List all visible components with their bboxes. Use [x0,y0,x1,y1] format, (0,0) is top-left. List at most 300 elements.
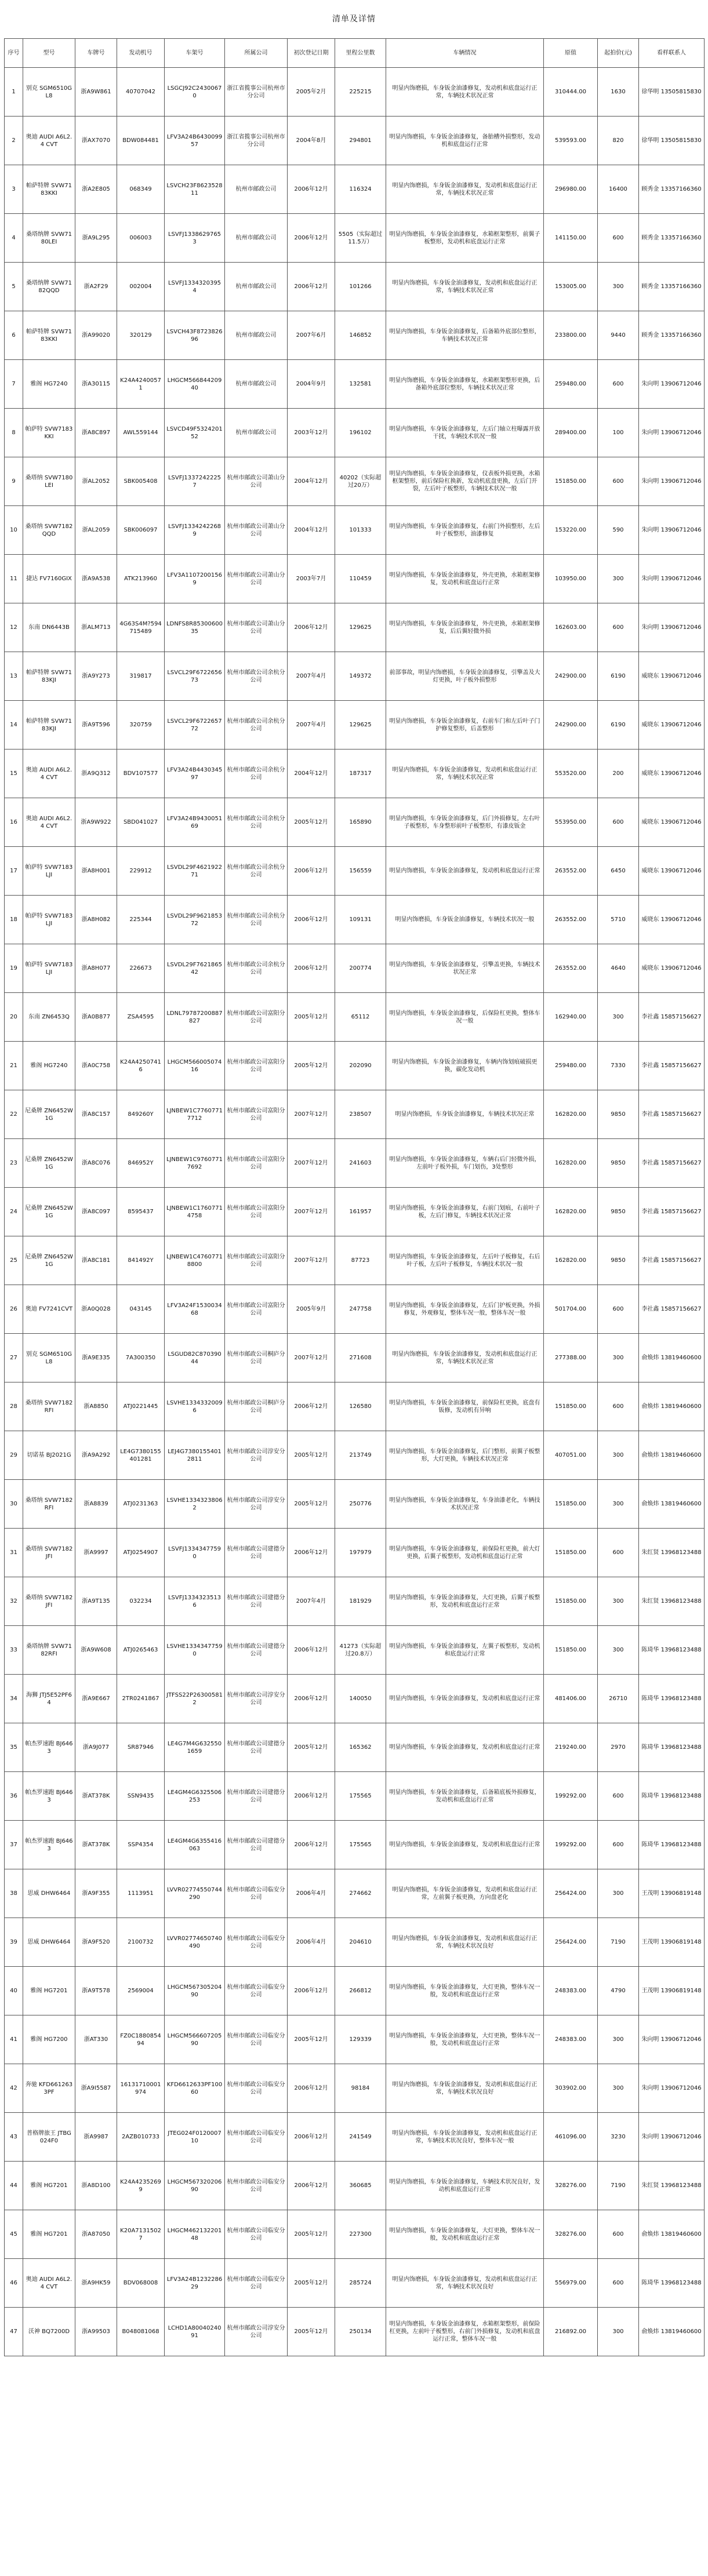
cell-original-value: 277388.00 [544,1334,598,1382]
cell-model: 帕杰罗速跑 BJ6463 [23,1772,75,1821]
cell-contact: 俞焕炜 13819460600 [639,1431,705,1480]
cell-contact: 俞焕炜 13819460600 [639,1334,705,1382]
cell-original-value: 556979.00 [544,2259,598,2308]
cell-register-date: 2007年6月 [288,311,335,360]
cell-model: 桑塔纳 SVW7182RFI [23,1382,75,1431]
cell-condition: 明显内饰磨损，车身钣金油漆修复，车辆技术状况正常 [386,1090,544,1139]
cell-register-date: 2006年12月 [288,603,335,652]
cell-original-value: 263552.00 [544,896,598,944]
cell-contact: 朱向明 13906712046 [639,360,705,409]
cell-model: 别克 SGM6510GL8 [23,1334,75,1382]
cell-contact: 俞焕炜 13819460600 [639,1382,705,1431]
cell-contact: 俞焕炜 13819460600 [639,2308,705,2356]
cell-plate: 浙AL2059 [75,506,117,555]
cell-vin: LSVFJ13386297653 [165,214,225,263]
cell-model: 雅阁 HG7200 [23,2015,75,2064]
cell-condition: 明显内饰磨损，车身钣金油漆修复，发动机和底盘运行正常 [386,1675,544,1723]
cell-engine-no: 1113951 [117,1869,165,1918]
cell-vin: LE4GM4G6355416063 [165,1821,225,1869]
cell-register-date: 2005年12月 [288,798,335,847]
cell-plate: 浙AX7070 [75,117,117,165]
cell-original-value: 162940.00 [544,993,598,1042]
cell-register-date: 2005年12月 [288,993,335,1042]
cell-vin: LDNL79787200887827 [165,993,225,1042]
cell-engine-no: 2100732 [117,1918,165,1967]
cell-condition: 明显内饰磨损，车身钣金油漆修复，发动机和底盘运行正常，车辆技术状况良好，整体车况一般 [386,2113,544,2162]
cell-company: 杭州市邮政公司建德分公司 [225,1821,288,1869]
cell-vin: LSVHE13343477590 [165,1626,225,1675]
cell-vin: LEJ4G73801554012811 [165,1431,225,1480]
cell-contact: 俞焕炜 13819460600 [639,1480,705,1529]
cell-vin: LSVFJ13343235136 [165,1577,225,1626]
cell-index: 33 [5,1626,23,1675]
table-row [5,1821,705,1869]
cell-plate: 浙A9J077 [75,1723,117,1772]
cell-contact: 朱向明 13906712046 [639,2064,705,2113]
table-row [5,652,705,701]
cell-contact: 李社鑫 15857156627 [639,993,705,1042]
cell-engine-no: K20A71315027 [117,2210,165,2259]
cell-index: 16 [5,798,23,847]
cell-company: 杭州市邮政公司临安分公司 [225,2113,288,2162]
cell-mileage: 274662 [335,1869,386,1918]
cell-model: 沃神 BQ7200D [23,2308,75,2356]
cell-mileage: 101266 [335,263,386,311]
cell-condition: 明显内饰磨损，车身钣金油漆修复，发动机和底盘运行正常，车辆技术状况正常 [386,165,544,214]
cell-company: 杭州市邮政公司临安分公司 [225,2162,288,2210]
cell-model: 普格牌旅王 JTBG024F0 [23,2113,75,2162]
table-row [5,2162,705,2210]
cell-vin: LSVDL29F762186542 [165,944,225,993]
cell-condition: 明显内饰磨损，车身钣金油漆修复，大灯更换，整体车况一般，发动机和底盘运行正常 [386,2210,544,2259]
cell-index: 26 [5,1285,23,1334]
cell-start-price: 4640 [598,944,639,993]
cell-company: 杭州市邮政公司萧山分公司 [225,457,288,506]
cell-register-date: 2004年9月 [288,360,335,409]
cell-mileage: 247758 [335,1285,386,1334]
cell-original-value: 501704.00 [544,1285,598,1334]
cell-register-date: 2006年4月 [288,1918,335,1967]
cell-engine-no: 002004 [117,263,165,311]
cell-model: 雅阁 HG7201 [23,2162,75,2210]
cell-register-date: 2006年12月 [288,896,335,944]
cell-model: 雅阁 HG7240 [23,1042,75,1090]
cell-company: 杭州市邮政公司建德分公司 [225,1626,288,1675]
cell-mileage: 156559 [335,847,386,896]
cell-contact: 威晓东 13906712046 [639,896,705,944]
cell-register-date: 2006年12月 [288,1772,335,1821]
table-row [5,2064,705,2113]
cell-register-date: 2007年12月 [288,1236,335,1285]
cell-vin: LFV3A24B943005169 [165,798,225,847]
cell-register-date: 2007年12月 [288,1090,335,1139]
table-row [5,1967,705,2015]
cell-engine-no: 16131710001974 [117,2064,165,2113]
cell-company: 杭州市邮政公司桐庐分公司 [225,1382,288,1431]
cell-plate: 浙AL2052 [75,457,117,506]
cell-vin: LE4GM4G6325506253 [165,1772,225,1821]
cell-condition: 明显内饰磨损，车身钣金油漆修复，右前门外损整形，左后叶子板整形，油漆修复 [386,506,544,555]
cell-condition: 明显内饰磨损，车身钣金油漆修复，发动机和底盘运行正常，车辆技术状况正常 [386,1334,544,1382]
cell-contact: 朱向明 13906712046 [639,409,705,457]
cell-condition: 明显内饰磨损，车身钣金油漆修复，引擎盖更换，车辆技术状况正常 [386,944,544,993]
cell-company: 杭州市邮政公司余杭分公司 [225,847,288,896]
cell-engine-no: 2569004 [117,1967,165,2015]
cell-index: 10 [5,506,23,555]
cell-original-value: 153005.00 [544,263,598,311]
cell-contact: 威晓东 13906712046 [639,847,705,896]
cell-company: 杭州市邮政公司桐庐分公司 [225,1334,288,1382]
table-row [5,1772,705,1821]
table-row [5,1529,705,1577]
cell-start-price: 300 [598,2015,639,2064]
cell-mileage: 129625 [335,603,386,652]
cell-plate: 浙A9T578 [75,1967,117,2015]
cell-model: 雅阁 HG7201 [23,2210,75,2259]
table-row [5,1480,705,1529]
cell-contact: 朱向明 13906712046 [639,506,705,555]
cell-mileage: 41273（实际超过20.8万） [335,1626,386,1675]
cell-model: 帕萨特牌 SVW7183KJI [23,701,75,749]
table-row [5,68,705,117]
cell-company: 杭州市邮政公司富阳分公司 [225,993,288,1042]
cell-condition: 明显内饰磨损，车身钣金油漆修复，后门外损修复，左右叶子板整形，车身整形前叶子板整形，有漆皮钣金 [386,798,544,847]
cell-original-value: 162820.00 [544,1139,598,1188]
cell-engine-no: 032234 [117,1577,165,1626]
cell-index: 40 [5,1967,23,2015]
cell-model: 奔驰 KFD6612633PF [23,2064,75,2113]
cell-company: 杭州市邮政公司富阳分公司 [225,1090,288,1139]
cell-plate: 浙A8H082 [75,896,117,944]
cell-original-value: 162820.00 [544,1236,598,1285]
cell-mileage: 250776 [335,1480,386,1529]
cell-model: 尼桑牌 ZN6452W1G [23,1188,75,1236]
cell-plate: 浙A9E667 [75,1675,117,1723]
cell-mileage: 204610 [335,1918,386,1967]
cell-original-value: 151850.00 [544,1577,598,1626]
cell-plate: 浙A9F520 [75,1918,117,1967]
cell-index: 39 [5,1918,23,1967]
cell-mileage: 175565 [335,1772,386,1821]
cell-vin: LSVCL29F672265673 [165,652,225,701]
cell-engine-no: SBD041027 [117,798,165,847]
cell-condition: 明显内饰磨损，车身钣金油漆修复，备胎槽外损整形，发动机和底盘运行正常 [386,117,544,165]
cell-start-price: 590 [598,506,639,555]
cell-contact: 威晓东 13906712046 [639,701,705,749]
cell-register-date: 2006年12月 [288,2162,335,2210]
cell-index: 19 [5,944,23,993]
cell-model: 帕萨特牌 SVW7183KKI [23,165,75,214]
cell-condition: 明显内饰磨损，车身钣金油漆修复，发动机和底盘运行正常，车辆技术状况良好 [386,2259,544,2308]
cell-engine-no: 846952Y [117,1139,165,1188]
cell-engine-no: 320759 [117,701,165,749]
table-row [5,555,705,603]
cell-model: 帕萨特 SVW7183LJI [23,847,75,896]
cell-model: 雅阁 HG7201 [23,1967,75,2015]
cell-original-value: 259480.00 [544,1042,598,1090]
cell-plate: 浙A9L295 [75,214,117,263]
cell-condition: 明显内饰磨损，车身钣金油漆修复，发动机和底盘运行正常，车辆技术状况正常 [386,263,544,311]
cell-register-date: 2006年12月 [288,263,335,311]
cell-company: 杭州市邮政公司建德分公司 [225,1529,288,1577]
cell-contact: 朱向明 13906712046 [639,603,705,652]
cell-start-price: 600 [598,1382,639,1431]
table-row [5,1869,705,1918]
cell-condition: 明显内饰磨损，车身钣金油漆修复，左后叶子板修复，右后叶子板，左后叶子板修复，车辆技术状况一般 [386,1236,544,1285]
cell-start-price: 300 [598,1480,639,1529]
cell-register-date: 2007年4月 [288,652,335,701]
cell-model: 雅阁 HG7240 [23,360,75,409]
cell-vin: LHGCM56660720590 [165,2015,225,2064]
col-header: 型号 [23,39,75,68]
cell-register-date: 2007年4月 [288,701,335,749]
cell-original-value: 248383.00 [544,1967,598,2015]
cell-vin: LSGUD82C87039044 [165,1334,225,1382]
cell-condition: 明显内饰磨损，车身钣金油漆修复，大灯更换，整体车况一般，发动机和底盘运行正常 [386,1967,544,2015]
cell-start-price: 7190 [598,1918,639,1967]
cell-start-price: 6190 [598,701,639,749]
cell-engine-no: 006003 [117,214,165,263]
cell-engine-no: 068349 [117,165,165,214]
col-header: 初次登记日期 [288,39,335,68]
cell-model: 帕杰罗速跑 BJ6463 [23,1723,75,1772]
cell-company: 杭州市邮政公司富阳分公司 [225,1236,288,1285]
cell-register-date: 2006年12月 [288,1529,335,1577]
cell-original-value: 553520.00 [544,749,598,798]
table-row [5,1723,705,1772]
col-header: 看样联系人 [639,39,705,68]
cell-start-price: 300 [598,2064,639,2113]
cell-engine-no: 043145 [117,1285,165,1334]
cell-original-value: 216892.00 [544,2308,598,2356]
cell-plate: 浙A30115 [75,360,117,409]
cell-index: 14 [5,701,23,749]
cell-start-price: 300 [598,555,639,603]
table-row [5,117,705,165]
cell-condition: 明显内饰磨损，车身钣金油漆修复，车身油漆老化，车辆技术状况正常 [386,1480,544,1529]
cell-engine-no: LE4G7380155401281 [117,1431,165,1480]
cell-plate: 浙AT378K [75,1772,117,1821]
cell-mileage: 129625 [335,701,386,749]
cell-start-price: 600 [598,1772,639,1821]
cell-engine-no: 841492Y [117,1236,165,1285]
cell-condition: 前部事故，明显内饰磨损，车身钣金油漆修复，引擎盖及大灯更换，叶子板外损整形 [386,652,544,701]
cell-vin: JTFSS22P263005812 [165,1675,225,1723]
cell-index: 27 [5,1334,23,1382]
cell-model: 尼桑牌 ZN6452W1G [23,1090,75,1139]
cell-model: 桑塔纳 SVW7182RFI [23,1480,75,1529]
cell-engine-no: 7A300350 [117,1334,165,1382]
table-row [5,360,705,409]
cell-engine-no: 40707042 [117,68,165,117]
cell-company: 杭州市邮政公司临安分公司 [225,1967,288,2015]
cell-engine-no: K24A42507416 [117,1042,165,1090]
cell-contact: 顾秀金 13357166360 [639,165,705,214]
cell-model: 思威 DHW6464 [23,1869,75,1918]
cell-mileage: 161957 [335,1188,386,1236]
table-row [5,2308,705,2356]
cell-mileage: 5505（实际超过11.5万） [335,214,386,263]
cell-vin: LSVCH23F862352811 [165,165,225,214]
table-row [5,847,705,896]
cell-vin: LFV3A24B443034597 [165,749,225,798]
table-row [5,603,705,652]
cell-register-date: 2006年12月 [288,2064,335,2113]
cell-company: 杭州市邮政公司 [225,360,288,409]
cell-engine-no: BDW084481 [117,117,165,165]
cell-model: 奥迪 AUDI A6L2.4 CVT [23,798,75,847]
cell-start-price: 26710 [598,1675,639,1723]
cell-register-date: 2005年12月 [288,2308,335,2356]
cell-start-price: 9850 [598,1188,639,1236]
cell-index: 8 [5,409,23,457]
cell-company: 杭州市邮政公司建德分公司 [225,1772,288,1821]
cell-condition: 明显内饰磨损，车身钣金油漆修复，右前车门和左后叶子门护修复整形，后盖整形 [386,701,544,749]
cell-contact: 威晓东 13906712046 [639,944,705,993]
cell-company: 杭州市邮政公司萧山分公司 [225,555,288,603]
cell-plate: 浙A8C897 [75,409,117,457]
cell-start-price: 7190 [598,2162,639,2210]
cell-original-value: 256424.00 [544,1918,598,1967]
cell-mileage: 98184 [335,2064,386,2113]
cell-contact: 陈琦华 13968123488 [639,2259,705,2308]
cell-model: 桑塔纳 SVW7182JFI [23,1577,75,1626]
cell-company: 杭州市邮政公司建德分公司 [225,1723,288,1772]
cell-start-price: 600 [598,2259,639,2308]
cell-plate: 浙A2F29 [75,263,117,311]
cell-start-price: 600 [598,2210,639,2259]
cell-model: 奥迪 AUDI A6L2.4 CVT [23,2259,75,2308]
cell-original-value: 296980.00 [544,165,598,214]
cell-plate: 浙A9T135 [75,1577,117,1626]
cell-register-date: 2005年12月 [288,1480,335,1529]
cell-model: 桑塔纳牌 SVW7182QQD [23,263,75,311]
cell-vin: LSVDL29F462192271 [165,847,225,896]
cell-condition: 明显内饰磨损，车身钣金油漆修复，外壳更换，水箱框架修复，后后翼轻微外损 [386,603,544,652]
cell-original-value: 151850.00 [544,457,598,506]
cell-model: 东南 ZN6453Q [23,993,75,1042]
cell-mileage: 197979 [335,1529,386,1577]
cell-plate: 浙A9I5587 [75,2064,117,2113]
table-row [5,1285,705,1334]
table-row [5,896,705,944]
cell-company: 杭州市邮政公司淳安分公司 [225,1675,288,1723]
cell-engine-no: ATK213960 [117,555,165,603]
cell-engine-no: BDV107577 [117,749,165,798]
cell-company: 杭州市邮政公司临安分公司 [225,1918,288,1967]
cell-index: 41 [5,2015,23,2064]
col-header: 车辆情况 [386,39,544,68]
cell-index: 35 [5,1723,23,1772]
cell-condition: 明显内饰磨损，车身钣金油漆修复，车辆技术状况一般 [386,896,544,944]
cell-index: 38 [5,1869,23,1918]
cell-model: 帕萨特 SVW7183LJI [23,896,75,944]
cell-engine-no: 2AZB010733 [117,2113,165,2162]
cell-model: 尼桑牌 ZN6452W1G [23,1139,75,1188]
cell-vin: LHGCM56730520490 [165,1967,225,2015]
cell-mileage: 238507 [335,1090,386,1139]
cell-condition: 明显内饰磨损，车身钣金油漆修复，仪表板外损更换，水箱框架整形，前后保险杠换新，发动机底盘更换，左后门开裂，左后叶子板整形，车辆技术状况一般 [386,457,544,506]
table-row [5,1188,705,1236]
cell-engine-no: ATJ0231363 [117,1480,165,1529]
cell-start-price: 2970 [598,1723,639,1772]
table-row [5,1042,705,1090]
cell-company: 杭州市邮政公司富阳分公司 [225,1188,288,1236]
cell-vin: LVVR02774650740490 [165,1918,225,1967]
table-row [5,1334,705,1382]
cell-mileage: 294801 [335,117,386,165]
cell-original-value: 407051.00 [544,1431,598,1480]
cell-mileage: 271608 [335,1334,386,1382]
cell-start-price: 600 [598,457,639,506]
cell-plate: 浙A9W922 [75,798,117,847]
table-row [5,798,705,847]
cell-company: 杭州市邮政公司临安分公司 [225,2259,288,2308]
cell-original-value: 162820.00 [544,1090,598,1139]
table-row [5,165,705,214]
cell-start-price: 600 [598,1821,639,1869]
cell-index: 11 [5,555,23,603]
cell-condition: 明显内饰磨损，车身钣金油漆修复，发动机和底盘运行正常，车辆技术状况正常 [386,749,544,798]
cell-engine-no: 226673 [117,944,165,993]
cell-vin: LDNFS8R8530060035 [165,603,225,652]
cell-vin: LJNBEW1C77607717712 [165,1090,225,1139]
cell-model: 捷达 FV7160GIX [23,555,75,603]
cell-vin: LFV3A24B643009957 [165,117,225,165]
cell-start-price: 3230 [598,2113,639,2162]
cell-vin: LFV3A11072001569 [165,555,225,603]
cell-plate: 浙A9Q312 [75,749,117,798]
cell-condition: 明显内饰磨损，车身钣金油漆修复，大灯更换，整体车况一般，发动机和底盘运行正常 [386,2015,544,2064]
cell-contact: 徐华明 13505815830 [639,117,705,165]
cell-index: 22 [5,1090,23,1139]
cell-mileage: 241603 [335,1139,386,1188]
cell-model: 桑塔纳 SVW7182JFI [23,1529,75,1577]
cell-vin: LHGCM56732020690 [165,2162,225,2210]
cell-engine-no: 8595437 [117,1188,165,1236]
cell-contact: 顾秀金 13357166360 [639,311,705,360]
cell-engine-no: 2TR0241867 [117,1675,165,1723]
cell-mileage: 165362 [335,1723,386,1772]
col-header: 原值 [544,39,598,68]
cell-plate: 浙A9997 [75,1529,117,1577]
cell-plate: 浙A9F355 [75,1869,117,1918]
cell-index: 7 [5,360,23,409]
table-row [5,457,705,506]
cell-plate: 浙A99503 [75,2308,117,2356]
cell-vin: LFV3A24F153003468 [165,1285,225,1334]
cell-plate: 浙A2E805 [75,165,117,214]
cell-contact: 王茂明 13906819148 [639,1967,705,2015]
cell-mileage: 200774 [335,944,386,993]
cell-register-date: 2006年12月 [288,944,335,993]
col-header: 车架号 [165,39,225,68]
cell-engine-no: 4G63S4M?594715489 [117,603,165,652]
cell-register-date: 2006年12月 [288,1626,335,1675]
cell-register-date: 2005年12月 [288,1723,335,1772]
cell-start-price: 100 [598,409,639,457]
cell-plate: 浙A9Y273 [75,652,117,701]
cell-company: 杭州市邮政公司建德分公司 [225,1577,288,1626]
cell-original-value: 103950.00 [544,555,598,603]
cell-condition: 明显内饰磨损，车身钣金油漆修复，大灯更换，后翼子板整形，发动机和底盘运行正常 [386,1577,544,1626]
cell-engine-no: SR87946 [117,1723,165,1772]
cell-vin: LCHD1A8004024091 [165,2308,225,2356]
cell-condition: 明显内饰磨损，车身钣金油漆修复，发动机和底盘运行正常 [386,847,544,896]
cell-company: 杭州市邮政公司余杭分公司 [225,798,288,847]
cell-model: 桑塔纳牌 SVW7182RFI [23,1626,75,1675]
cell-plate: 浙A87050 [75,2210,117,2259]
